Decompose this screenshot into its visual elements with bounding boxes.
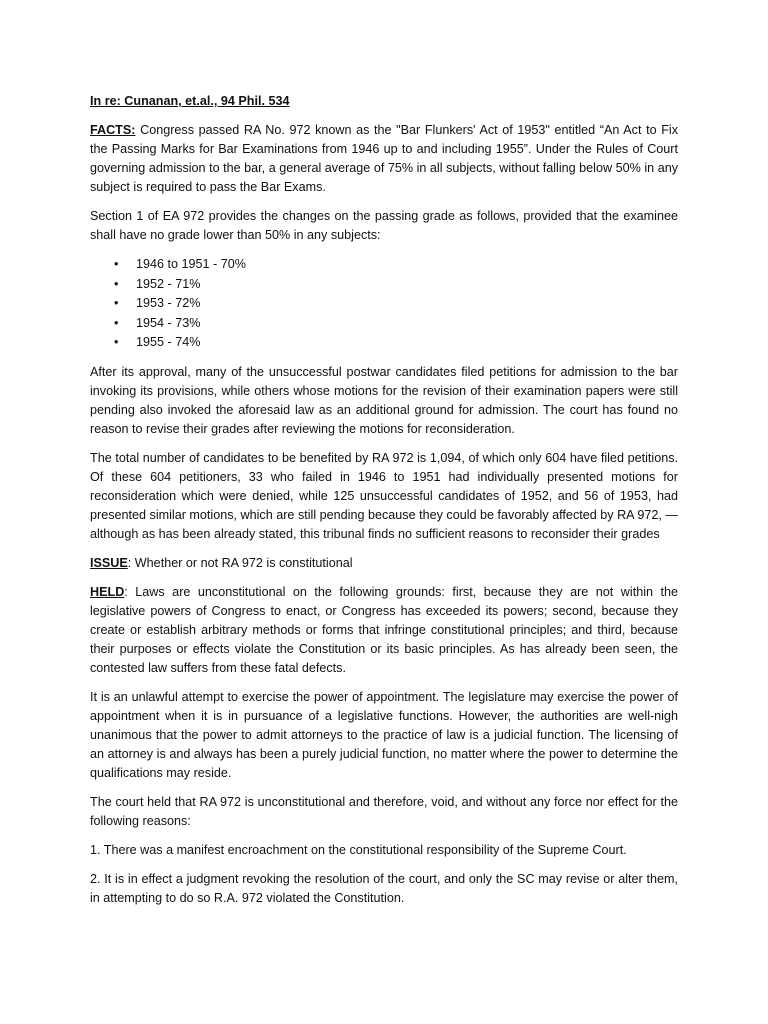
facts-text: Congress passed RA No. 972 known as the "Bar Flunkers' Act of 1953" entitled “An Act to Fix the Passing Marks for Bar Examinations from 1946 up to and including 1955”. Under the Rules of Court governing admission to the bar, a general average of 75% in all subjects, without falling below 50% in any subject is required to pass the Bar Exams. — [90, 123, 678, 194]
list-item — [90, 314, 678, 334]
document-page — [90, 92, 678, 918]
unlawful-attempt-paragraph: It is an unlawful attempt to exercise the power of appointment. The legislature may exercise the power of appointment when it is in pursuance of a legislative functions. However, the authorities are well-nigh unanimous that the power to admit attorneys to the practice of law is a judicial function. The licensing of an attorney is and always has been a purely judicial function, no matter where the power to determine the qualifications may reside. — [90, 689, 678, 780]
bullet-icon: • — [114, 257, 119, 271]
held-label: HELD — [90, 584, 125, 599]
list-item — [90, 333, 678, 353]
bullet-icon: • — [114, 296, 119, 310]
grade-text: 1955 - 74% — [136, 335, 201, 349]
passing-grades-list — [90, 255, 678, 353]
bullet-icon: • — [114, 335, 119, 349]
grade-text: 1953 - 72% — [136, 296, 201, 310]
bullet-icon: • — [114, 276, 119, 291]
reason-1: 1. There was a manifest encroachment on the constitutional responsibility of the Supreme Court. — [90, 842, 627, 857]
list-item — [90, 255, 678, 275]
after-approval-paragraph: After its approval, many of the unsuccessful postwar candidates filed petitions for admission to the bar invoking its provisions, while others whose motions for the revision of their examination papers were still pending also invoked the aforesaid law as an additional ground for admission. The court has found no reason to revise their grades after reviewing the motions for reconsideration. — [90, 364, 678, 436]
list-item — [90, 275, 678, 295]
bullet-icon: • — [114, 315, 119, 330]
facts-label: FACTS: — [90, 123, 136, 137]
court-held-paragraph: The court held that RA 972 is unconstitutional and therefore, void, and without any force nor effect for the following reasons: — [90, 794, 678, 828]
grade-text: 1954 - 73% — [136, 315, 201, 330]
held-text: : Laws are unconstitutional on the following grounds: first, because they are not within the legislative powers of Congress to enact, or Congress has exceeded its powers; second, because they create or establish arbitrary methods or forms that infringe constitutional principles; and third, because their purposes or effects violate the Constitution or its basic principles. As has already been seen, the contested law suffers from these fatal defects. — [90, 584, 678, 675]
issue-text: : Whether or not RA 972 is constitutional — [127, 555, 353, 570]
held-paragraph — [90, 583, 678, 678]
facts-paragraph — [90, 121, 678, 197]
total-candidates-paragraph: The total number of candidates to be benefited by RA 972 is 1,094, of which only 604 have filed petitions. Of these 604 petitioners, 33 who failed in 1946 to 1951 had individually presented motions for reconsideration which were denied, while 125 unsuccessful candidates of 1952, and 56 of 1953, had presented similar motions, which are still pending because they could be favorably affected by RA 972, — although as has been already stated, this tribunal finds no sufficient reasons to reconsider their grades — [90, 450, 678, 541]
grade-text: 1946 to 1951 - 70% — [136, 257, 246, 271]
issue-label: ISSUE — [90, 555, 128, 570]
issue-paragraph — [90, 554, 678, 573]
reason-2: 2. It is in effect a judgment revoking the resolution of the court, and only the SC may revise or alter them, in attempting to do so R.A. 972 violated the Constitution. — [90, 871, 678, 905]
grade-text: 1952 - 71% — [136, 276, 201, 291]
list-item — [90, 294, 678, 314]
section1-paragraph: Section 1 of EA 972 provides the changes on the passing grade as follows, provided that the examinee shall have no grade lower than 50% in any subjects: — [90, 209, 678, 242]
case-title: In re: Cunanan, et.al., 94 Phil. 534 — [90, 94, 290, 108]
